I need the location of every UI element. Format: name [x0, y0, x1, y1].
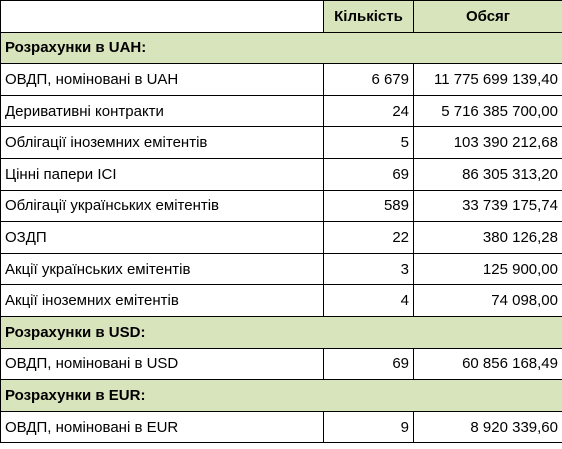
row-volume: 33 739 175,74 [414, 190, 562, 222]
table-row [1, 64, 562, 96]
section-row [1, 380, 562, 412]
row-name: Облігації українських емітентів [1, 190, 324, 222]
row-quantity: 4 [324, 285, 414, 317]
table-row [1, 95, 562, 127]
row-name: Акції іноземних емітентів [1, 285, 324, 317]
row-volume: 11 775 699 139,40 [414, 64, 562, 96]
header-row [1, 1, 562, 33]
row-name: ОВДП, номіновані в USD [1, 348, 324, 380]
row-quantity: 69 [324, 348, 414, 380]
row-quantity: 589 [324, 190, 414, 222]
row-name: Деривативні контракти [1, 95, 324, 127]
row-name: Цінні папери ІСІ [1, 158, 324, 190]
row-name: Облігації іноземних емітентів [1, 127, 324, 159]
row-volume: 74 098,00 [414, 285, 562, 317]
row-volume: 60 856 168,49 [414, 348, 562, 380]
header-quantity: Кількість [324, 1, 414, 33]
row-quantity: 3 [324, 253, 414, 285]
row-volume: 8 920 339,60 [414, 411, 562, 443]
row-name: ОЗДП [1, 222, 324, 254]
section-label: Розрахунки в EUR: [1, 380, 562, 412]
row-volume: 86 305 313,20 [414, 158, 562, 190]
table-row [1, 158, 562, 190]
row-volume: 103 390 212,68 [414, 127, 562, 159]
row-quantity: 6 679 [324, 64, 414, 96]
section-label: Розрахунки в UAH: [1, 32, 562, 64]
row-name: ОВДП, номіновані в EUR [1, 411, 324, 443]
table-row [1, 127, 562, 159]
row-quantity: 9 [324, 411, 414, 443]
row-quantity: 5 [324, 127, 414, 159]
table-row [1, 253, 562, 285]
row-volume: 125 900,00 [414, 253, 562, 285]
table-row [1, 285, 562, 317]
row-name: Акції українських емітентів [1, 253, 324, 285]
table-row [1, 190, 562, 222]
row-name: ОВДП, номіновані в UAH [1, 64, 324, 96]
table-row [1, 348, 562, 380]
table-row [1, 411, 562, 443]
header-name [1, 1, 324, 33]
section-row [1, 316, 562, 348]
table-row [1, 222, 562, 254]
header-volume: Обсяг [414, 1, 562, 33]
row-volume: 380 126,28 [414, 222, 562, 254]
row-quantity: 69 [324, 158, 414, 190]
row-quantity: 24 [324, 95, 414, 127]
row-quantity: 22 [324, 222, 414, 254]
section-label: Розрахунки в USD: [1, 316, 562, 348]
section-row [1, 32, 562, 64]
row-volume: 5 716 385 700,00 [414, 95, 562, 127]
